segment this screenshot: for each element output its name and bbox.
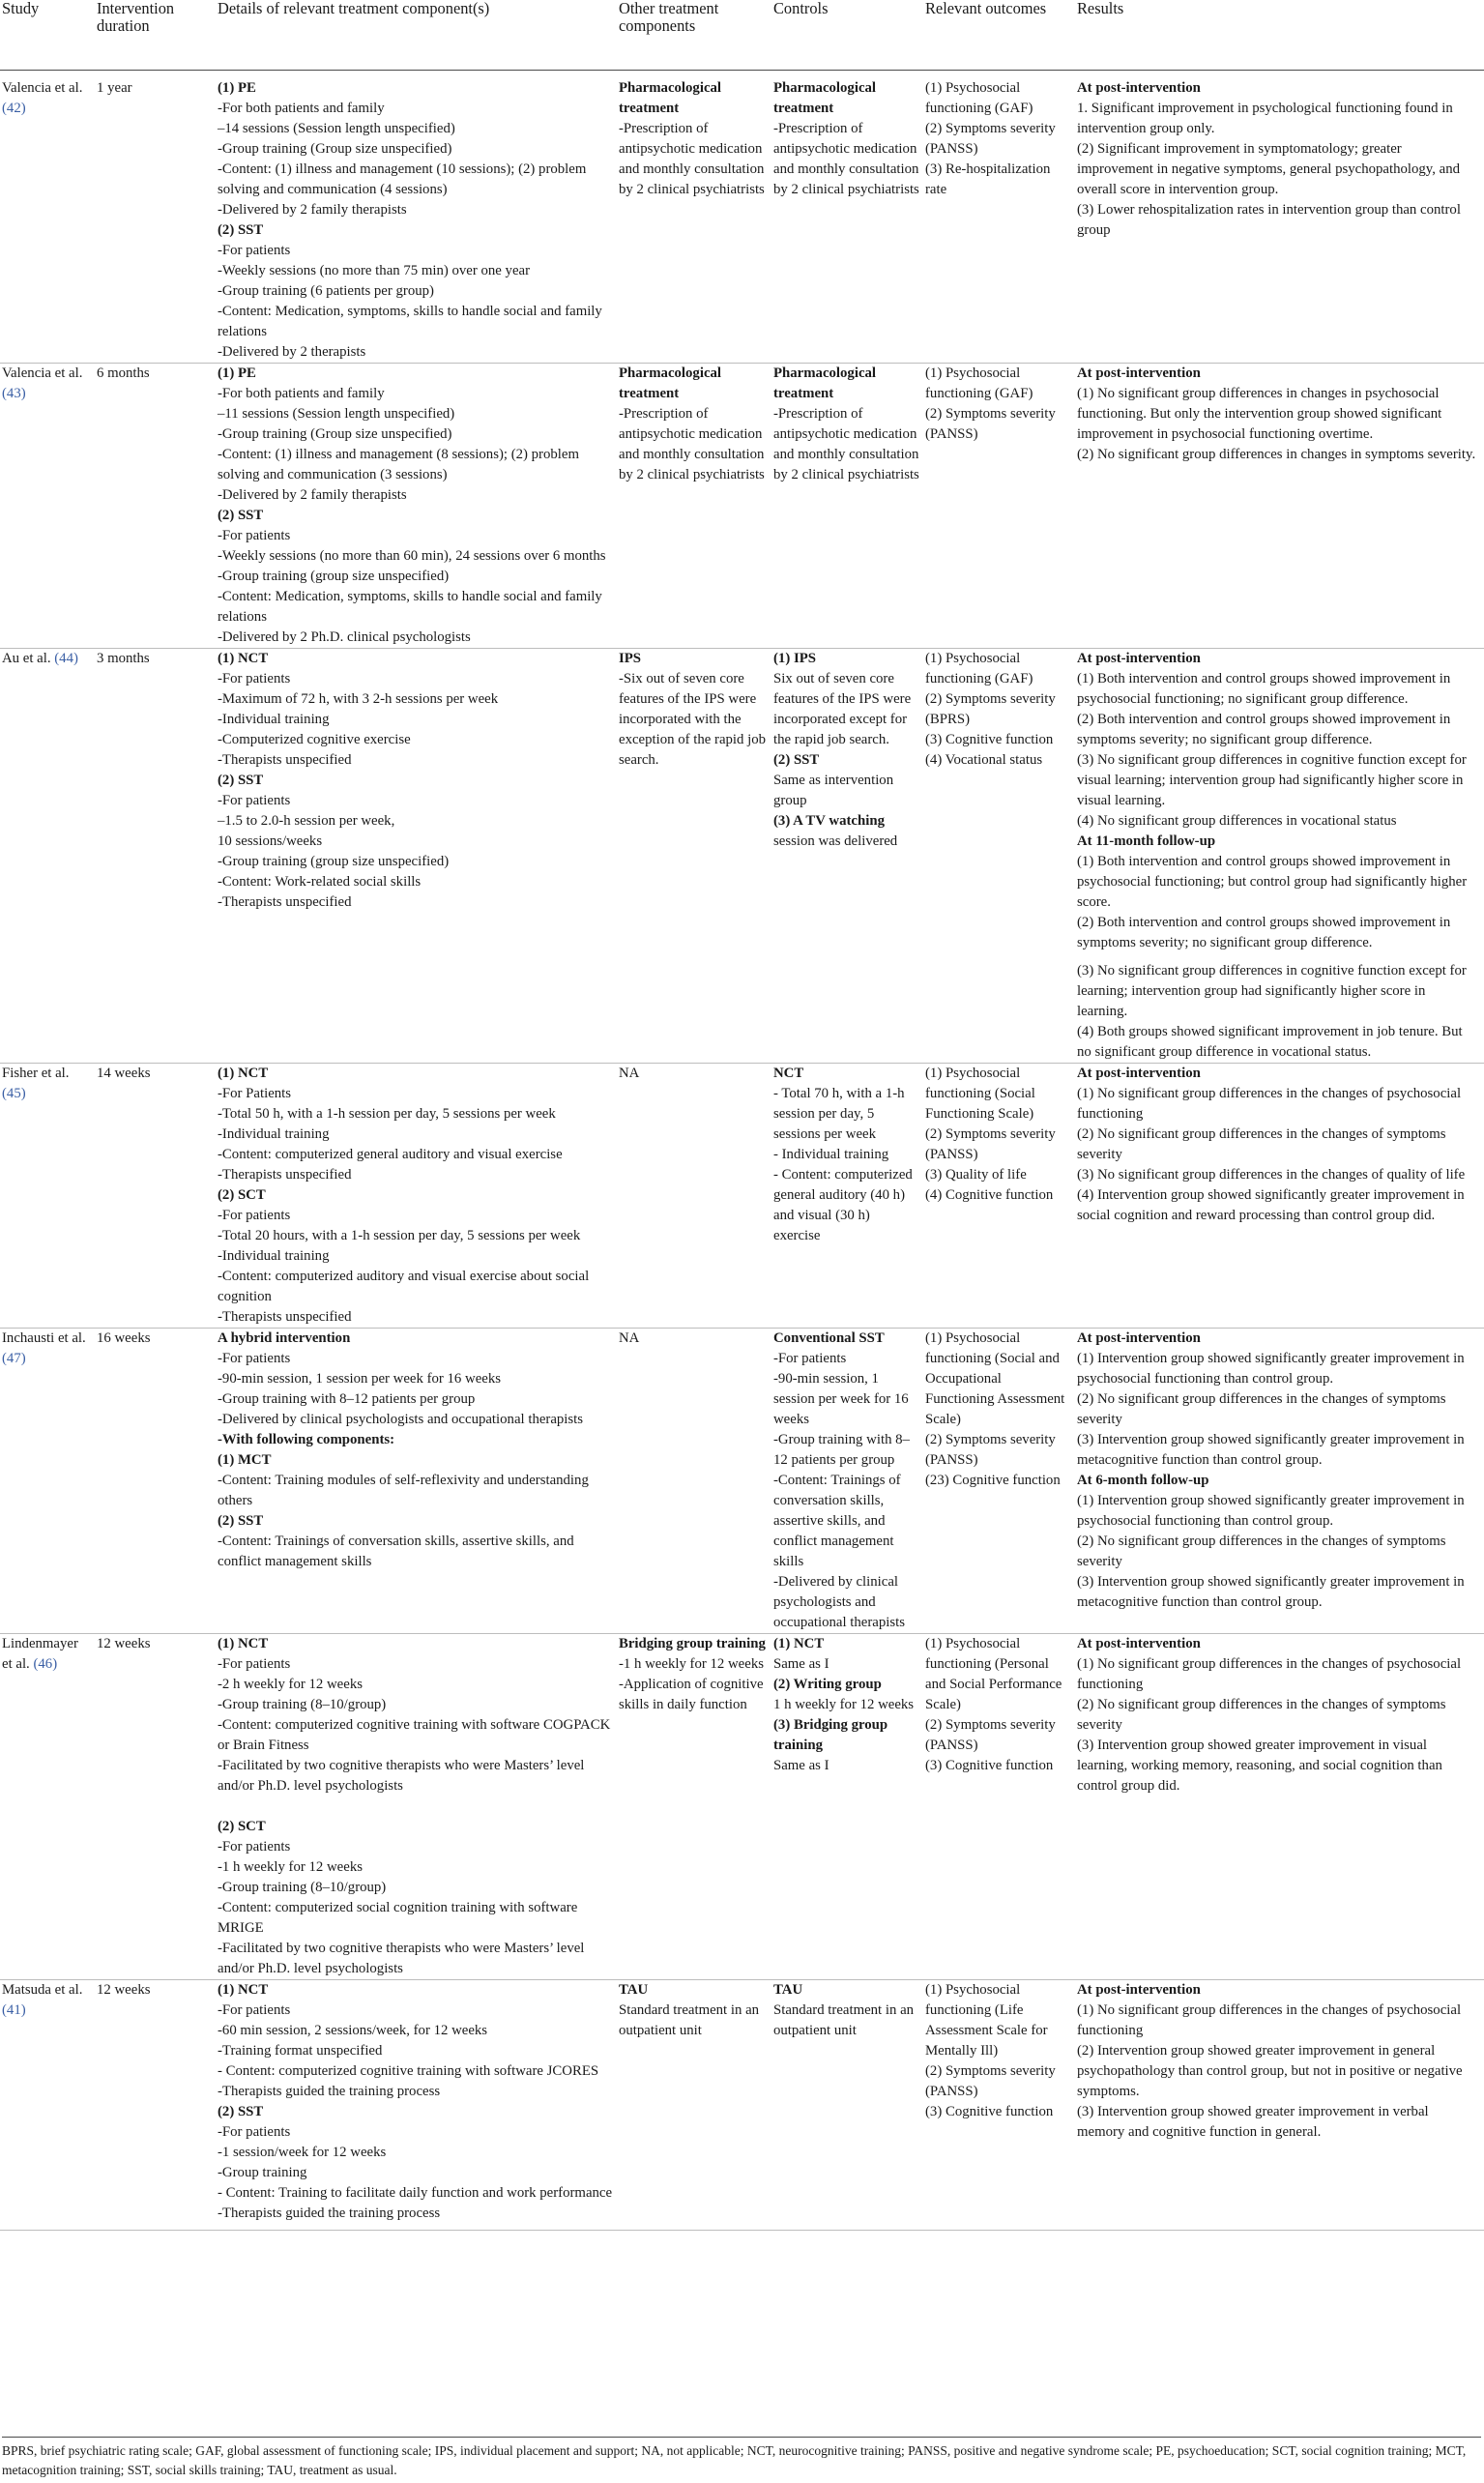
citation-link[interactable]: (46) [33, 1655, 58, 1672]
results-cell [1077, 363, 1484, 648]
text-line: -Facilitated by two cognitive therapists who were Masters’ level and/or Ph.D. level psychologists [218, 1757, 585, 1794]
text-line: (2) Symptoms severity (PANSS) [925, 1431, 1056, 1468]
table-row [0, 1633, 1484, 1979]
text-line: -Application of cognitive skills in daily function [619, 1676, 764, 1712]
table-row [0, 70, 1484, 363]
table-row [0, 648, 1484, 1063]
text-line: -Content: computerized auditory and visual exercise about social cognition [218, 1268, 590, 1304]
text-line: -Therapists unspecified [218, 1308, 352, 1325]
study-name: Au et al. [2, 650, 51, 666]
table-header-row [0, 0, 1484, 70]
text-line: (1) Intervention group showed significantly greater improvement in psychosocial functioning than control group. [1077, 1492, 1465, 1529]
text-line: -Prescription of antipsychotic medication and monthly consultation by 2 clinical psychiatrists [619, 120, 765, 197]
text-line: –11 sessions (Session length unspecified) [218, 405, 455, 422]
other-components-cell [619, 1633, 773, 1979]
text-line: 1. Significant improvement in psychological functioning found in intervention group only. [1077, 100, 1453, 136]
study-cell [0, 1633, 97, 1979]
study-cell [0, 1328, 97, 1633]
citation-link[interactable]: (43) [2, 385, 26, 401]
section-heading: (2) SST [773, 751, 820, 768]
outcomes-cell [925, 1063, 1077, 1328]
section-heading: At 6-month follow-up [1077, 1472, 1209, 1488]
section-heading: Conventional SST [773, 1329, 885, 1346]
study-name: Fisher et al. [2, 1065, 70, 1081]
study-name: Lindenmayer et al. [2, 1635, 78, 1672]
header-outcomes: Relevant outcomes [925, 0, 1077, 70]
section-heading: (3) Bridging group training [773, 1716, 888, 1753]
spacer [218, 1797, 613, 1817]
text-line: (1) Both intervention and control groups showed improvement in psychosocial functioning; but control group had significantly higher score. [1077, 853, 1468, 910]
text-line: (2) No significant group differences in changes in symptoms severity. [1077, 446, 1476, 462]
controls-cell [773, 363, 925, 648]
text-line: -Content: (1) illness and management (8 sessions); (2) problem solving and communication (3 sessions) [218, 446, 579, 482]
section-heading: At post-intervention [1077, 365, 1201, 381]
details-cell [218, 1979, 619, 2230]
section-heading: (2) SST [218, 772, 264, 788]
text-line: -Group training (group size unspecified) [218, 853, 450, 869]
text-line: (3) Lower rehospitalization rates in intervention group than control group [1077, 201, 1461, 238]
table-row [0, 1063, 1484, 1328]
citation-link[interactable]: (47) [2, 1350, 26, 1366]
header-duration: Intervention duration [97, 0, 218, 70]
text-line: (2) No significant group differences in the changes of symptoms severity [1077, 1125, 1446, 1162]
section-heading: (1) NCT [218, 1635, 269, 1651]
results-cell [1077, 1979, 1484, 2230]
text-line: -Group training (group size unspecified) [218, 568, 450, 584]
text-line: -Prescription of antipsychotic medication and monthly consultation by 2 clinical psychiatrists [773, 405, 919, 482]
text-line: -Training format unspecified [218, 2042, 383, 2059]
text-line: -For patients [218, 2001, 291, 2018]
text-line: -For both patients and family [218, 100, 385, 116]
section-heading: (2) SST [218, 507, 264, 523]
text-line: -Content: Work-related social skills [218, 873, 422, 890]
details-cell [218, 1633, 619, 1979]
table-row [0, 1328, 1484, 1633]
text-line: (3) No significant group differences in the changes of quality of life [1077, 1166, 1466, 1183]
text-line: -Delivered by clinical psychologists and occupational therapists [773, 1573, 906, 1630]
text-line: (3) Intervention group showed significantly greater improvement in metacognitive function than control group. [1077, 1573, 1465, 1610]
details-cell [218, 363, 619, 648]
text-line: -Group training (Group size unspecified) [218, 425, 452, 442]
text-line: -Content: computerized general auditory and visual exercise [218, 1146, 563, 1162]
text-line: -Individual training [218, 1125, 330, 1142]
section-heading: At 11-month follow-up [1077, 833, 1216, 849]
text-line: -1 session/week for 12 weeks [218, 2144, 387, 2160]
text-line: session was delivered [773, 833, 898, 849]
study-name: Matsuda et al. [2, 1981, 83, 1998]
text-line: (1) Psychosocial functioning (Social Functioning Scale) [925, 1065, 1035, 1122]
text-line: -1 h weekly for 12 weeks [619, 1655, 764, 1672]
text-line: -Prescription of antipsychotic medication and monthly consultation by 2 clinical psychiatrists [619, 405, 765, 482]
section-heading: (2) SCT [218, 1186, 266, 1203]
results-cell [1077, 70, 1484, 363]
duration-cell: 12 weeks [97, 1633, 218, 1979]
text-line: -60 min session, 2 sessions/week, for 12 weeks [218, 2022, 488, 2038]
text-line: Same as I [773, 1757, 829, 1773]
duration-cell: 12 weeks [97, 1979, 218, 2230]
text-line: (1) Intervention group showed significantly greater improvement in psychosocial functioning than control group. [1077, 1350, 1465, 1387]
text-line: (1) No significant group differences in the changes of psychosocial functioning [1077, 1085, 1462, 1122]
text-line: - Total 70 h, with a 1-h session per day, 5 sessions per week [773, 1085, 905, 1142]
text-line: (2) Intervention group showed greater improvement in general psychopathology than control group, but not in positive or negative symptoms. [1077, 2042, 1463, 2099]
results-cell [1077, 1328, 1484, 1633]
study-name: Valencia et al. [2, 79, 83, 96]
section-heading: Pharmacological treatment [773, 365, 877, 401]
text-line: (2) Significant improvement in symptomatology; greater improvement in negative symptoms, general psychopathology, and overall score in intervention group. [1077, 140, 1461, 197]
text-line: -Prescription of antipsychotic medication and monthly consultation by 2 clinical psychiatrists [773, 120, 919, 197]
study-cell [0, 70, 97, 363]
results-cell [1077, 648, 1484, 1063]
citation-link[interactable]: (42) [2, 100, 26, 116]
text-line: (2) Symptoms severity (PANSS) [925, 120, 1056, 157]
details-cell [218, 1328, 619, 1633]
text-line: (3) Cognitive function [925, 731, 1054, 747]
study-name: Inchausti et al. [2, 1329, 86, 1346]
text-line: -For patients [218, 2123, 291, 2140]
text-line: 1 h weekly for 12 weeks [773, 1696, 915, 1712]
text-line: -Total 20 hours, with a 1-h session per day, 5 sessions per week [218, 1227, 581, 1243]
text-line: –1.5 to 2.0-h session per week, [218, 812, 395, 829]
text-line: -Group training (Group size unspecified) [218, 140, 452, 157]
text-line: (3) Intervention group showed greater improvement in verbal memory and cognitive function in general. [1077, 2103, 1429, 2140]
text-line: (4) Vocational status [925, 751, 1043, 768]
text-line: (2) Symptoms severity (PANSS) [925, 1125, 1056, 1162]
section-heading: TAU [619, 1981, 649, 1998]
text-line: -Total 50 h, with a 1-h session per day, 5 sessions per week [218, 1105, 556, 1122]
text-line: -For patients [773, 1350, 847, 1366]
section-heading: -With following components: [218, 1431, 395, 1447]
text-line: (1) No significant group differences in changes in psychosocial functioning. But only the intervention group showed significant improvement in psychosocial functioning overtime. [1077, 385, 1442, 442]
text-line: -For both patients and family [218, 385, 385, 401]
results-cell [1077, 1063, 1484, 1328]
text-line: (1) Psychosocial functioning (GAF) [925, 365, 1033, 401]
text-line: (1) Psychosocial functioning (GAF) [925, 650, 1033, 686]
other-components-cell [619, 1063, 773, 1328]
section-heading: (1) PE [218, 79, 256, 96]
text-line: -Group training (8–10/group) [218, 1696, 387, 1712]
text-line: (1) No significant group differences in the changes of psychosocial functioning [1077, 2001, 1462, 2038]
text-line: (3) Cognitive function [925, 1757, 1054, 1773]
text-line: (4) Both groups showed significant improvement in job tenure. But no significant group difference in vocational status. [1077, 1023, 1463, 1060]
other-components-cell [619, 70, 773, 363]
text-line: -For patients [218, 670, 291, 686]
section-heading: Pharmacological treatment [619, 79, 722, 116]
other-components-cell [619, 1979, 773, 2230]
section-heading: A hybrid intervention [218, 1329, 351, 1346]
text-line: -Group training [218, 2164, 307, 2180]
section-heading: At post-intervention [1077, 1065, 1201, 1081]
section-heading: At post-intervention [1077, 650, 1201, 666]
section-heading: (1) MCT [218, 1451, 272, 1468]
text-line: Standard treatment in an outpatient unit [619, 2001, 760, 2038]
controls-cell [773, 1633, 925, 1979]
text-line: - Content: computerized cognitive training with software JCORES [218, 2062, 599, 2079]
citation-link[interactable]: (44) [54, 650, 78, 666]
text-line: -Weekly sessions (no more than 75 min) over one year [218, 262, 531, 278]
study-cell [0, 648, 97, 1063]
details-cell [218, 648, 619, 1063]
section-heading: (1) IPS [773, 650, 816, 666]
text-line: -Delivered by 2 family therapists [218, 201, 407, 218]
text-line: - Individual training [773, 1146, 889, 1162]
text-line: -Therapists unspecified [218, 751, 352, 768]
text-line: Six out of seven core features of the IPS were incorporated except for the rapid job search. [773, 670, 912, 747]
text-line: - Content: computerized general auditory (40 h) and visual (30 h) exercise [773, 1166, 913, 1243]
text-line: -Delivered by 2 Ph.D. clinical psychologists [218, 628, 471, 645]
controls-cell [773, 1979, 925, 2230]
text-line: -Computerized cognitive exercise [218, 731, 411, 747]
outcomes-cell [925, 1979, 1077, 2230]
text-line: -Content: Trainings of conversation skills, assertive skills, and conflict management skills [218, 1533, 574, 1569]
outcomes-cell [925, 70, 1077, 363]
text-line: -Content: Trainings of conversation skills, assertive skills, and conflict management skills [773, 1472, 901, 1569]
section-heading: At post-intervention [1077, 1635, 1201, 1651]
table-row [0, 363, 1484, 648]
text-line: -Group training with 8–12 patients per group [773, 1431, 910, 1468]
text-line: (2) No significant group differences in the changes of symptoms severity [1077, 1696, 1446, 1733]
text-line: NA [619, 1065, 640, 1081]
text-line: (2) Both intervention and control groups showed improvement in symptoms severity; no significant group difference. [1077, 711, 1451, 747]
other-components-cell [619, 363, 773, 648]
text-line: (3) Intervention group showed greater improvement in visual learning, working memory, reasoning, and social cognition than control group did. [1077, 1737, 1442, 1794]
text-line: -2 h weekly for 12 weeks [218, 1676, 363, 1692]
text-line: -For patients [218, 792, 291, 808]
outcomes-cell [925, 363, 1077, 648]
section-heading: (1) NCT [218, 1981, 269, 1998]
text-line: (2) Symptoms severity (BPRS) [925, 690, 1056, 727]
text-line: (3) No significant group differences in cognitive function except for learning; intervention group had significantly higher score in learning. [1077, 962, 1467, 1019]
details-cell [218, 70, 619, 363]
citation-link[interactable]: (45) [2, 1085, 26, 1101]
header-details: Details of relevant treatment component(s) [218, 0, 619, 70]
text-line: -Weekly sessions (no more than 60 min), 24 sessions over 6 months [218, 547, 606, 564]
text-line: -Facilitated by two cognitive therapists who were Masters’ level and/or Ph.D. level psychologists [218, 1940, 585, 1976]
text-line: (2) No significant group differences in the changes of symptoms severity [1077, 1533, 1446, 1569]
text-line: NA [619, 1329, 640, 1346]
study-cell [0, 363, 97, 648]
section-heading: (3) A TV watching [773, 812, 885, 829]
controls-cell [773, 1328, 925, 1633]
duration-cell: 3 months [97, 648, 218, 1063]
section-heading: Pharmacological treatment [773, 79, 877, 116]
text-line: -For patients [218, 527, 291, 543]
section-heading: (1) NCT [218, 650, 269, 666]
section-heading: (2) SST [218, 1512, 264, 1529]
results-cell [1077, 1633, 1484, 1979]
text-line: (3) Quality of life [925, 1166, 1027, 1183]
text-line: -Group training (6 patients per group) [218, 282, 434, 299]
header-controls: Controls [773, 0, 925, 70]
section-heading: NCT [773, 1065, 804, 1081]
duration-cell: 16 weeks [97, 1328, 218, 1633]
text-line: (3) No significant group differences in cognitive function except for visual learning; intervention group had significantly higher score in visual learning. [1077, 751, 1467, 808]
text-line: (3) Re-hospitalization rate [925, 161, 1051, 197]
section-heading: (2) Writing group [773, 1676, 882, 1692]
other-components-cell [619, 1328, 773, 1633]
text-line: -Content: Training modules of self-reflexivity and understanding others [218, 1472, 589, 1508]
section-heading: (2) SCT [218, 1818, 266, 1834]
table-body [0, 70, 1484, 2230]
header-other: Other treatment components [619, 0, 773, 70]
text-line: (2) Symptoms severity (PANSS) [925, 2062, 1056, 2099]
text-line: -Delivered by 2 family therapists [218, 486, 407, 503]
study-cell [0, 1063, 97, 1328]
text-line: -For Patients [218, 1085, 292, 1101]
text-line: (1) Psychosocial functioning (Personal and Social Performance Scale) [925, 1635, 1062, 1712]
text-line: -90-min session, 1 session per week for 16 weeks [218, 1370, 502, 1387]
outcomes-cell [925, 648, 1077, 1063]
controls-cell [773, 1063, 925, 1328]
text-line: -Therapists guided the training process [218, 2083, 441, 2099]
text-line: (1) No significant group differences in the changes of psychosocial functioning [1077, 1655, 1462, 1692]
text-line: (1) Psychosocial functioning (Life Assessment Scale for Mentally Ill) [925, 1981, 1048, 2059]
text-line: -Content: (1) illness and management (10 sessions); (2) problem solving and communication (4 sessions) [218, 161, 587, 197]
text-line: (2) Both intervention and control groups showed improvement in symptoms severity; no significant group difference. [1077, 914, 1451, 950]
table-footnote: BPRS, brief psychiatric rating scale; GAF, global assessment of functioning scale; IPS, individual placement and support; NA, not applicable; NCT, neurocognitive training; PANSS, positive and negative syndrome scale; PE, psychoeducation; SCT, social cognition training; MCT, metacognition training; SST, social skills training; TAU, treatment as usual. [2, 2437, 1481, 2480]
section-heading: Bridging group training [619, 1635, 766, 1651]
controls-cell [773, 70, 925, 363]
section-heading: IPS [619, 650, 642, 666]
text-line: -For patients [218, 1207, 291, 1223]
section-heading: (1) NCT [218, 1065, 269, 1081]
text-line: -Therapists unspecified [218, 893, 352, 910]
text-line: -Group training (8–10/group) [218, 1879, 387, 1895]
text-line: (23) Cognitive function [925, 1472, 1061, 1488]
text-line: -Group training with 8–12 patients per group [218, 1390, 476, 1407]
text-line: -For patients [218, 1350, 291, 1366]
text-line: (4) No significant group differences in vocational status [1077, 812, 1397, 829]
text-line: 10 sessions/weeks [218, 833, 323, 849]
text-line: -For patients [218, 242, 291, 258]
section-heading: (1) NCT [773, 1635, 825, 1651]
text-line: -Maximum of 72 h, with 3 2-h sessions per week [218, 690, 499, 707]
text-line: -Content: computerized cognitive training with software COGPACK or Brain Fitness [218, 1716, 611, 1753]
header-study: Study [0, 0, 97, 70]
section-heading: At post-intervention [1077, 1981, 1201, 1998]
text-line: (1) Psychosocial functioning (GAF) [925, 79, 1033, 116]
outcomes-cell [925, 1633, 1077, 1979]
text-line: -Individual training [218, 1247, 330, 1264]
text-line: (4) Intervention group showed significantly greater improvement in social cognition and reward processing than control group did. [1077, 1186, 1465, 1223]
text-line: (2) Symptoms severity (PANSS) [925, 405, 1056, 442]
text-line: -Content: computerized social cognition training with software MRIGE [218, 1899, 578, 1936]
duration-cell: 6 months [97, 363, 218, 648]
text-line: -1 h weekly for 12 weeks [218, 1858, 363, 1875]
details-cell [218, 1063, 619, 1328]
text-line: Same as intervention group [773, 772, 894, 808]
text-line: –14 sessions (Session length unspecified) [218, 120, 455, 136]
section-heading: At post-intervention [1077, 1329, 1201, 1346]
text-line: (3) Cognitive function [925, 2103, 1054, 2119]
study-cell [0, 1979, 97, 2230]
study-name: Valencia et al. [2, 365, 83, 381]
text-line: -Therapists guided the training process [218, 2205, 441, 2221]
section-heading: At post-intervention [1077, 79, 1201, 96]
text-line: (4) Cognitive function [925, 1186, 1054, 1203]
text-line: -Delivered by 2 therapists [218, 343, 366, 360]
spacer [1077, 953, 1478, 961]
text-line: Same as I [773, 1655, 829, 1672]
duration-cell: 1 year [97, 70, 218, 363]
text-line: (1) Both intervention and control groups showed improvement in psychosocial functioning; no significant group difference. [1077, 670, 1451, 707]
controls-cell [773, 648, 925, 1063]
text-line: -For patients [218, 1655, 291, 1672]
text-line: (3) Intervention group showed significantly greater improvement in metacognitive function than control group. [1077, 1431, 1465, 1468]
text-line: (2) No significant group differences in the changes of symptoms severity [1077, 1390, 1446, 1427]
section-heading: Pharmacological treatment [619, 365, 722, 401]
text-line: -Content: Medication, symptoms, skills to handle social and family relations [218, 303, 602, 339]
outcomes-cell [925, 1328, 1077, 1633]
text-line: -Delivered by clinical psychologists and occupational therapists [218, 1411, 584, 1427]
section-heading: (1) PE [218, 365, 256, 381]
text-line: -Therapists unspecified [218, 1166, 352, 1183]
citation-link[interactable]: (41) [2, 2001, 26, 2018]
text-line: (1) Psychosocial functioning (Social and Occupational Functioning Assessment Scale) [925, 1329, 1065, 1427]
text-line: -Six out of seven core features of the IPS were incorporated with the exception of the rapid job search. [619, 670, 767, 768]
header-results: Results [1077, 0, 1484, 70]
text-line: -90-min session, 1 session per week for 16 weeks [773, 1370, 909, 1427]
text-line: - Content: Training to facilitate daily function and work performance [218, 2184, 613, 2201]
text-line: -Content: Medication, symptoms, skills to handle social and family relations [218, 588, 602, 625]
text-line: (2) Symptoms severity (PANSS) [925, 1716, 1056, 1753]
text-line: -For patients [218, 1838, 291, 1855]
section-heading: TAU [773, 1981, 803, 1998]
other-components-cell [619, 648, 773, 1063]
section-heading: (2) SST [218, 2103, 264, 2119]
section-heading: (2) SST [218, 221, 264, 238]
duration-cell: 14 weeks [97, 1063, 218, 1328]
text-line: Standard treatment in an outpatient unit [773, 2001, 915, 2038]
table-row [0, 1979, 1484, 2230]
text-line: -Individual training [218, 711, 330, 727]
